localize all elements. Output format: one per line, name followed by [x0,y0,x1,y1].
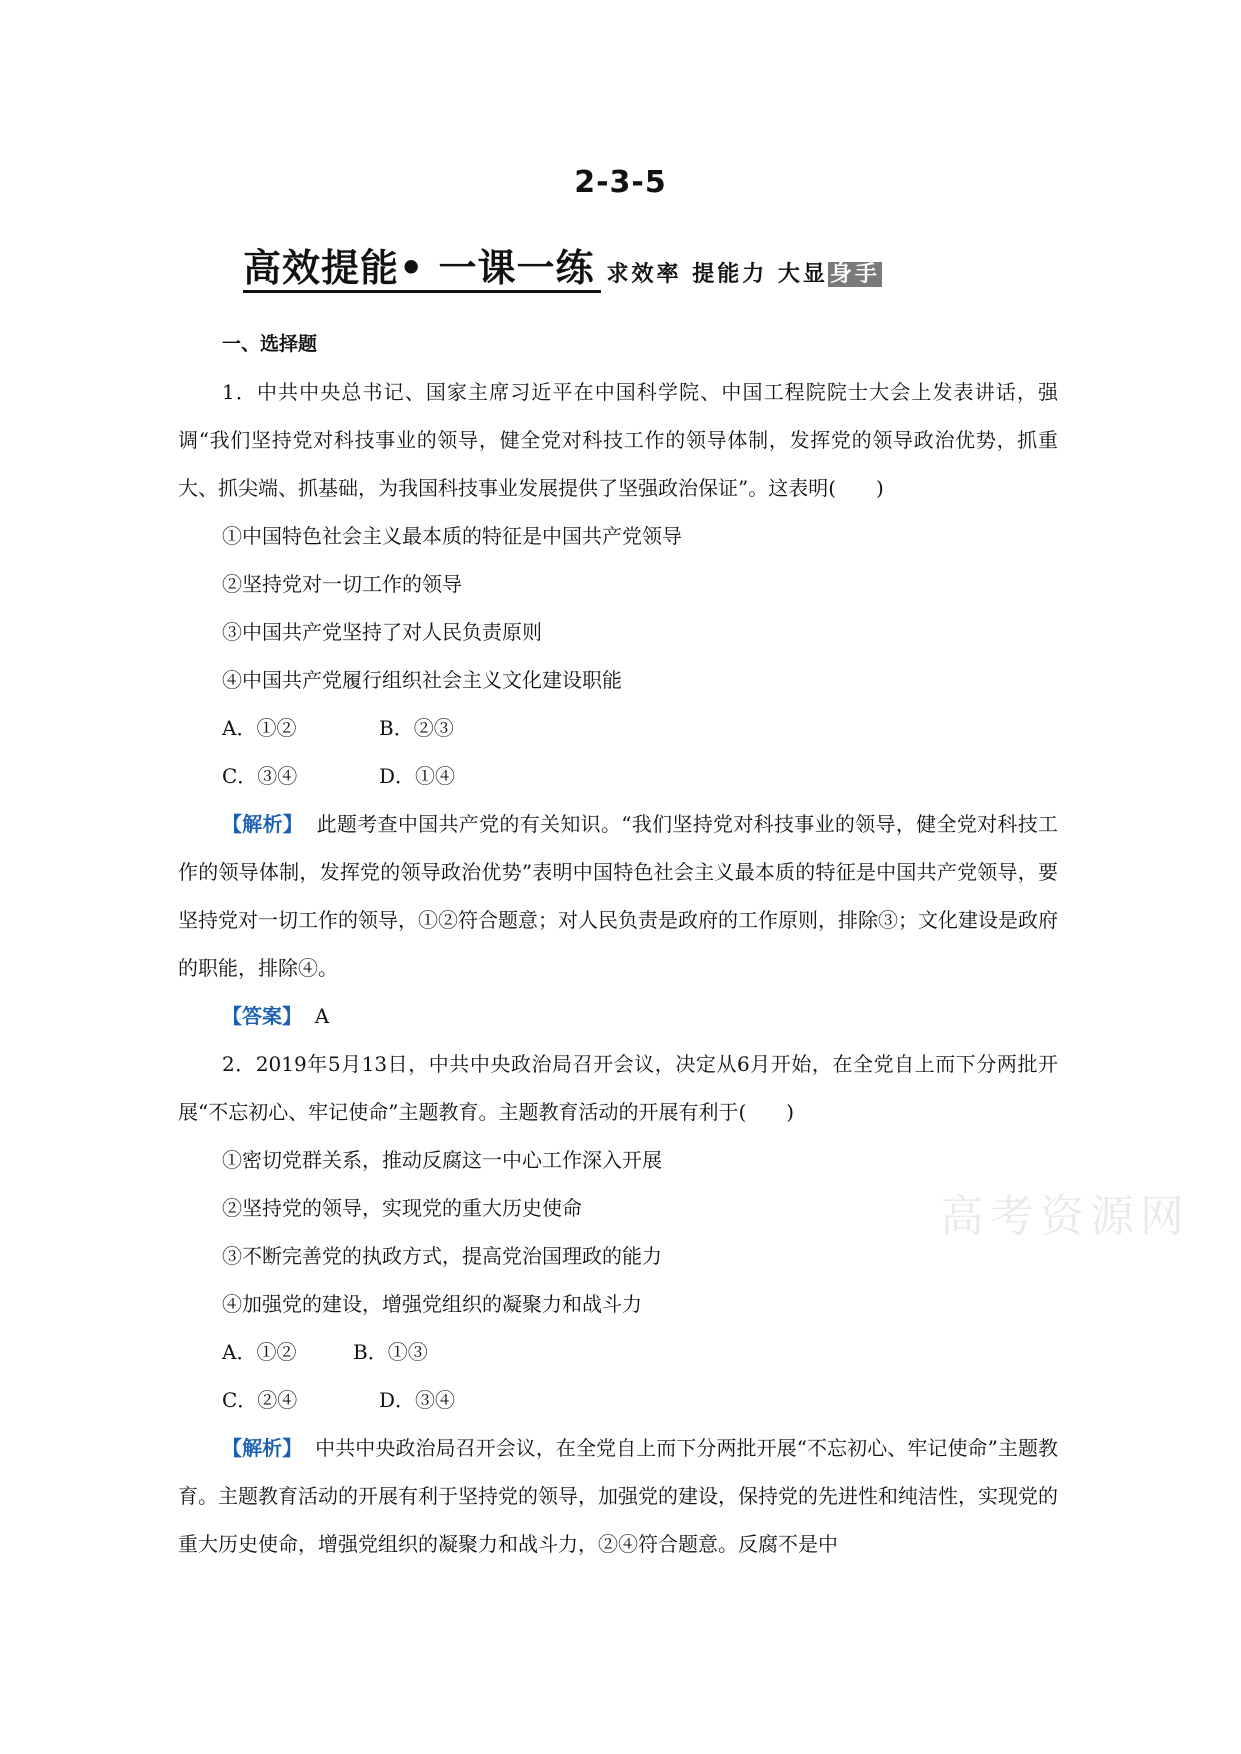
document-body [178,320,1058,1568]
option-statement: ③中国共产党坚持了对人民负责原则 [222,620,542,644]
analysis-paragraph [178,1424,1058,1568]
banner-slogan-highlight: 身手 [829,262,880,287]
choice-row [178,704,1058,752]
banner-title: 高效提能• 一课一练 [243,246,601,293]
watermark: 高考资源网 [940,1191,1190,1242]
choice-row [178,752,1058,800]
title-banner [243,245,882,293]
option-statement: ④加强党的建设，增强党组织的凝聚力和战斗力 [222,1292,642,1316]
question-2 [178,1040,1058,1568]
section-heading: 一、选择题 [222,333,318,355]
analysis-tag: 【解析】 [222,1436,303,1460]
answer-text: A [314,1004,330,1028]
choice-row [178,1376,1058,1424]
option-statement: ②坚持党的领导，实现党的重大历史使命 [222,1196,582,1220]
banner-slogan [607,261,882,289]
answer-paragraph [178,992,1058,1040]
question-stem: 2．2019年5月13日，中共中央政治局召开会议，决定从6月开始，在全党自上而下分两批开展“不忘初心、牢记使命”主题教育。主题教育活动的开展有利于( ) [178,1052,1058,1124]
choice-c: C．②④ [222,1388,298,1412]
option-statement: ③不断完善党的执政方式，提高党治国理政的能力 [222,1244,662,1268]
option-statement: ①密切党群关系，推动反腐这一中心工作深入开展 [222,1148,662,1172]
analysis-tag: 【解析】 [222,812,304,836]
option-statement: ④中国共产党履行组织社会主义文化建设职能 [222,668,622,692]
choice-c: C．③④ [222,764,298,788]
question-1 [178,368,1058,1040]
choice-a: A．①② [222,1340,297,1364]
analysis-text: 此题考查中国共产党的有关知识。“我们坚持党对科技事业的领导，健全党对科技工作的领导体制，发挥党的领导政治优势”表明中国特色社会主义最本质的特征是中国共产党领导，要坚持党对一切工作的领导，①②符合题意；对人民负责是政府的工作原则，排除③；文化建设是政府的职能，排除④。 [178,812,1059,980]
answer-tag: 【答案】 [222,1004,302,1028]
choice-row [178,1328,1058,1376]
option-statement: ①中国特色社会主义最本质的特征是中国共产党领导 [222,524,682,548]
choice-d: D．①④ [379,764,456,788]
analysis-text: 中共中央政治局召开会议，在全党自上而下分两批开展“不忘初心、牢记使命”主题教育。主题教育活动的开展有利于坚持党的领导，加强党的建设，保持党的先进性和纯洁性，实现党的重大历史使命，增强党组织的凝聚力和战斗力，②④符合题意。反腐不是中 [178,1436,1059,1556]
option-statement: ②坚持党对一切工作的领导 [222,572,462,596]
choice-b: B．①③ [353,1340,428,1364]
document-number: 2-3-5 [574,165,667,200]
analysis-paragraph [178,800,1058,992]
choice-a: A．①② [222,716,297,740]
choice-b: B．②③ [379,716,454,740]
banner-slogan-text: 求效率 提能力 大显 [606,262,828,287]
choice-d: D．③④ [379,1388,456,1412]
question-stem: 1．中共中央总书记、国家主席习近平在中国科学院、中国工程院院士大会上发表讲话，强调“我们坚持党对科技事业的领导，健全党对科技工作的领导体制，发挥党的领导政治优势，抓重大、抓尖端、抓基础，为我国科技事业发展提供了坚强政治保证”。这表明( ) [178,380,1058,500]
